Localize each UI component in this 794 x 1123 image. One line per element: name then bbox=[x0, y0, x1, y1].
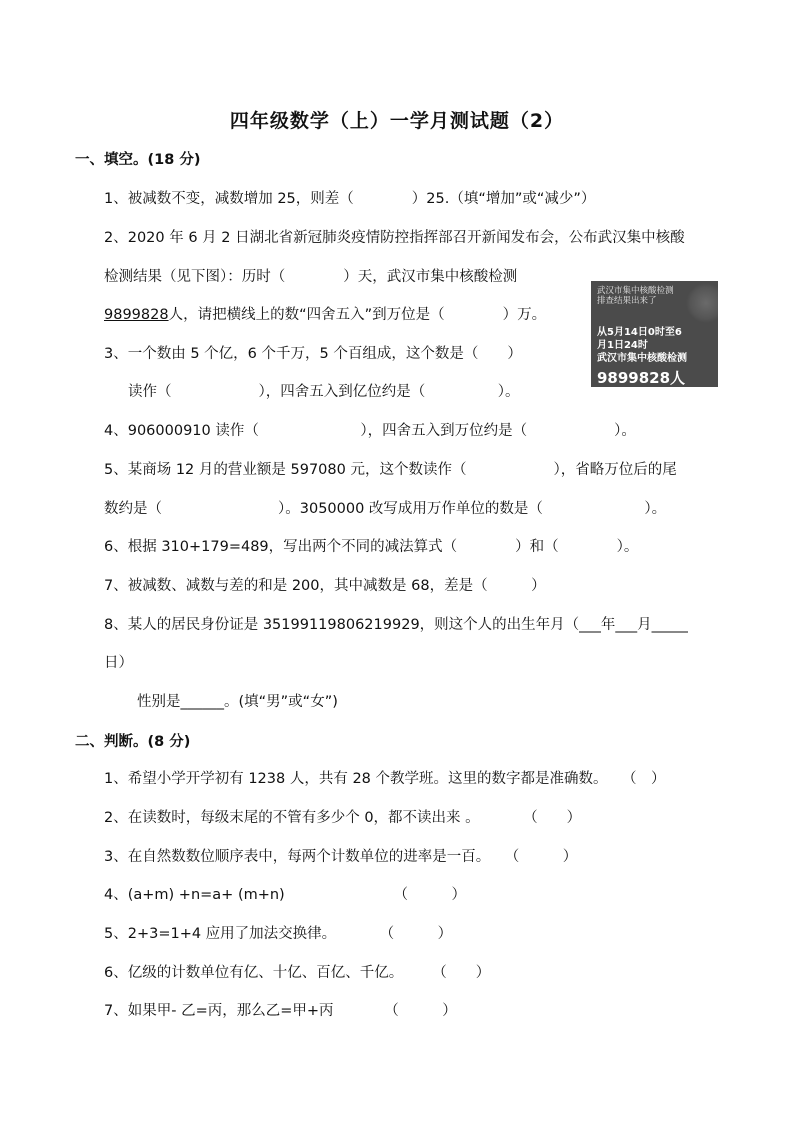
question-fill-5b: 数约是（ ）。3050000 改写成用万作单位的数是（ ）。 bbox=[104, 501, 667, 517]
question-fill-5a: 5、某商场 12 月的营业额是 597080 元，这个数读作（ ），省略万位后的尾 bbox=[104, 462, 677, 478]
question-fill-2c bbox=[104, 305, 546, 325]
question-judge-7: 7、如果甲- 乙=丙，那么乙=甲+丙 （ ） bbox=[104, 1003, 457, 1019]
news-line-3: 从5月14日0时至6 bbox=[597, 327, 682, 338]
question-fill-6: 6、根据 310+179=489，写出两个不同的减法算式（ ）和（ ）。 bbox=[104, 539, 639, 555]
news-body bbox=[597, 326, 687, 365]
question-fill-8a: 8、某人的居民身份证是 35199119806219929，则这个人的出生年月（___年___月_____ bbox=[104, 617, 688, 633]
section-heading-fill-blank: 一、填空。(18 分) bbox=[75, 152, 201, 168]
question-judge-3: 3、在自然数数位顺序表中，每两个计数单位的进率是一百。 （ ） bbox=[104, 849, 578, 865]
question-judge-4: 4、(a+m) +n=a+ (m+n) （ ） bbox=[104, 887, 466, 903]
news-number: 9899828人 bbox=[597, 369, 686, 387]
question-judge-6: 6、亿级的计数单位有亿、十亿、百亿、千亿。 （ ） bbox=[104, 965, 491, 981]
question-fill-2c-rest: 人，请把横线上的数“四舍五入”到万位是（ ）万。 bbox=[168, 307, 547, 323]
news-header bbox=[597, 286, 674, 306]
news-line-2: 排查结果出来了 bbox=[597, 296, 657, 306]
news-line-5: 武汉市集中核酸检测 bbox=[597, 353, 687, 364]
question-fill-3b: 读作（ ），四舍五入到亿位约是（ ）。 bbox=[128, 384, 520, 400]
question-judge-2: 2、在读数时，每级末尾的不管有多少个 0，都不读出来 。 （ ） bbox=[104, 810, 582, 826]
question-fill-8c: 性别是______。(填“男”或“女”) bbox=[137, 694, 338, 710]
news-image bbox=[591, 281, 718, 387]
section-heading-judge: 二、判断。(8 分) bbox=[75, 734, 191, 750]
question-judge-5: 5、2+3=1+4 应用了加法交换律。 （ ） bbox=[104, 926, 453, 942]
question-fill-4: 4、906000910 读作（ ），四舍五入到万位约是（ ）。 bbox=[104, 423, 636, 439]
virus-graphic bbox=[686, 283, 718, 323]
page-title: 四年级数学（上）一学月测试题（2） bbox=[229, 110, 565, 132]
news-line-4: 月1日24时 bbox=[597, 340, 648, 351]
question-fill-3a: 3、一个数由 5 个亿，6 个千万，5 个百组成，这个数是（ ） bbox=[104, 346, 522, 362]
underlined-number: 9899828 bbox=[104, 307, 169, 323]
question-fill-2a: 2、2020 年 6 月 2 日湖北省新冠肺炎疫情防控指挥部召开新闻发布会，公布武汉集中核酸 bbox=[104, 230, 685, 246]
news-line-1: 武汉市集中核酸检测 bbox=[597, 286, 674, 296]
question-fill-1: 1、被减数不变，减数增加 25，则差（ ）25.（填“增加”或“减少”） bbox=[104, 191, 596, 207]
question-judge-1: 1、希望小学开学初有 1238 人，共有 28 个教学班。这里的数字都是准确数。 （ ） bbox=[104, 771, 666, 787]
question-fill-8b: 日） bbox=[104, 655, 133, 671]
question-fill-7: 7、被减数、减数与差的和是 200，其中减数是 68，差是（ ） bbox=[104, 578, 546, 594]
question-fill-2b: 检测结果（见下图）：历时（ ）天，武汉市集中核酸检测 bbox=[104, 269, 518, 285]
